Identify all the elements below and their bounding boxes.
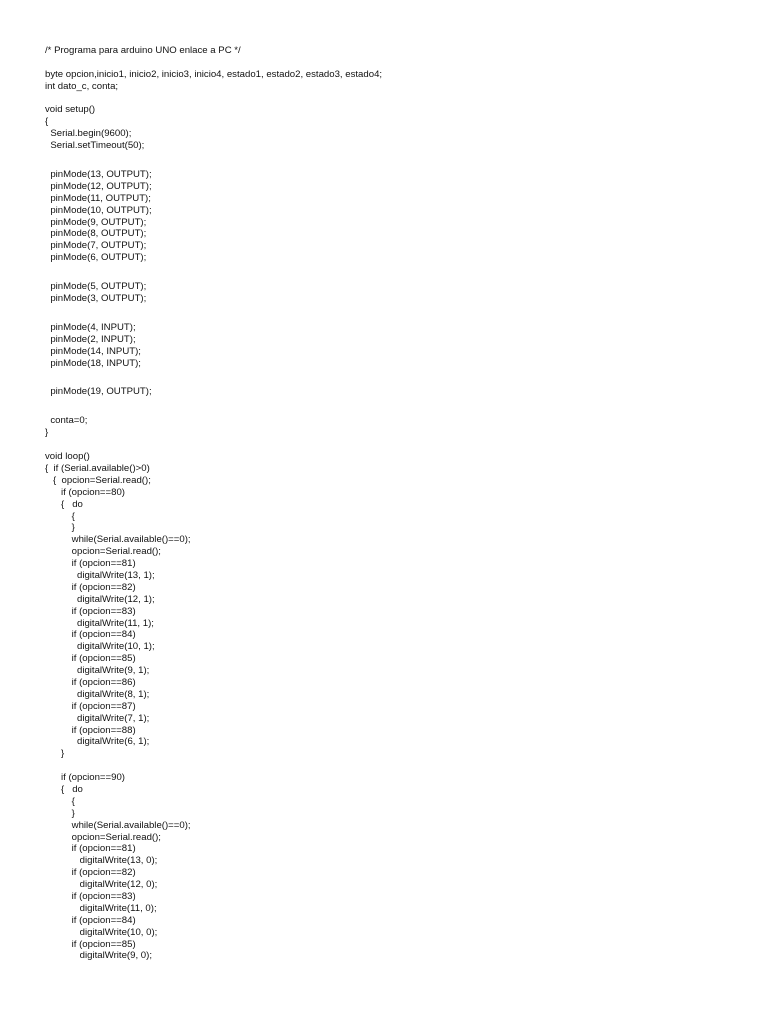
code-line: if (opcion==84) bbox=[45, 914, 136, 926]
code-line: if (opcion==86) bbox=[45, 676, 136, 688]
code-line: digitalWrite(11, 0); bbox=[45, 902, 157, 914]
code-line: if (opcion==80) bbox=[45, 486, 125, 498]
code-line: { opcion=Serial.read(); bbox=[45, 474, 151, 486]
code-line: if (opcion==82) bbox=[45, 867, 136, 879]
code-line: Serial.begin(9600); bbox=[45, 128, 132, 140]
code-line: if (opcion==83) bbox=[45, 605, 136, 617]
code-line: { do bbox=[45, 783, 83, 795]
code-line: pinMode(14, INPUT); bbox=[45, 345, 141, 357]
code-line: Serial.setTimeout(50); bbox=[45, 140, 145, 152]
code-line: byte opcion,inicio1, inicio2, inicio3, inicio4, estado1, estado2, estado3, estado4; bbox=[45, 68, 383, 80]
code-line: if (opcion==82) bbox=[45, 581, 136, 593]
code-line: pinMode(7, OUTPUT); bbox=[45, 240, 147, 252]
code-line: pinMode(13, OUTPUT); bbox=[45, 169, 152, 181]
code-line: pinMode(5, OUTPUT); bbox=[45, 281, 147, 293]
code-line: if (opcion==83) bbox=[45, 891, 136, 902]
code-line: digitalWrite(13, 0); bbox=[45, 855, 158, 867]
code-line: if (opcion==81) bbox=[45, 558, 136, 570]
code-line: pinMode(3, OUTPUT); bbox=[45, 293, 147, 305]
code-line: digitalWrite(7, 1); bbox=[45, 712, 150, 724]
code-line: /* Programa para arduino UNO enlace a PC */ bbox=[45, 45, 241, 56]
code-line: digitalWrite(9, 0); bbox=[45, 950, 152, 962]
code-line: pinMode(10, OUTPUT); bbox=[45, 204, 152, 216]
block-spacer bbox=[45, 369, 745, 386]
code-line: pinMode(18, INPUT); bbox=[45, 357, 141, 369]
code-line: pinMode(11, OUTPUT); bbox=[45, 192, 151, 204]
code-line: { if (Serial.available()>0) bbox=[45, 462, 150, 474]
code-line: pinMode(19, OUTPUT); bbox=[45, 386, 152, 398]
code-line: digitalWrite(9, 1); bbox=[45, 665, 150, 677]
block-spacer bbox=[45, 760, 745, 772]
code-line: pinMode(6, OUTPUT); bbox=[45, 252, 147, 264]
code-line: if (opcion==84) bbox=[45, 629, 136, 641]
code-line: digitalWrite(13, 1); bbox=[45, 569, 155, 581]
block-spacer bbox=[45, 152, 745, 169]
block-spacer bbox=[45, 264, 745, 281]
code-line: if (opcion==85) bbox=[45, 938, 136, 950]
code-line: pinMode(2, INPUT); bbox=[45, 333, 136, 345]
code-line: } bbox=[45, 807, 75, 819]
code-line: digitalWrite(8, 1); bbox=[45, 688, 150, 700]
code-line: } bbox=[45, 522, 75, 534]
code-line: if (opcion==87) bbox=[45, 700, 136, 712]
code-line: digitalWrite(10, 1); bbox=[45, 641, 155, 653]
code-line: conta=0; bbox=[45, 415, 88, 427]
code-line: if (opcion==85) bbox=[45, 653, 136, 665]
code-line: while(Serial.available()==0); bbox=[45, 534, 191, 546]
code-line: digitalWrite(6, 1); bbox=[45, 736, 150, 748]
code-line: pinMode(8, OUTPUT); bbox=[45, 228, 147, 240]
code-line: } bbox=[45, 427, 49, 439]
code-line: { bbox=[45, 116, 49, 128]
block-spacer bbox=[45, 93, 745, 105]
code-line: { bbox=[45, 510, 75, 522]
block-spacer bbox=[45, 305, 745, 322]
block-spacer bbox=[45, 57, 745, 69]
code-line: digitalWrite(11, 1); bbox=[45, 617, 154, 629]
code-line: } bbox=[45, 748, 65, 760]
code-line: digitalWrite(12, 0); bbox=[45, 879, 158, 891]
code-line: int dato_c, conta; bbox=[45, 80, 119, 92]
code-line: digitalWrite(12, 1); bbox=[45, 593, 155, 605]
code-line: void setup() bbox=[45, 104, 96, 116]
code-line: { bbox=[45, 795, 75, 807]
code-line: opcion=Serial.read(); bbox=[45, 831, 161, 843]
code-line: pinMode(9, OUTPUT); bbox=[45, 216, 147, 228]
code-line: void loop() bbox=[45, 451, 90, 463]
code-listing bbox=[45, 45, 745, 962]
code-line: while(Serial.available()==0); bbox=[45, 819, 191, 831]
code-line: if (opcion==88) bbox=[45, 724, 136, 736]
code-line: opcion=Serial.read(); bbox=[45, 546, 161, 558]
code-line: pinMode(4, INPUT); bbox=[45, 321, 136, 333]
block-spacer bbox=[45, 439, 745, 451]
code-line: if (opcion==90) bbox=[45, 772, 125, 784]
code-line: digitalWrite(10, 0); bbox=[45, 926, 158, 938]
code-line: if (opcion==81) bbox=[45, 843, 136, 855]
code-line: { do bbox=[45, 498, 83, 510]
block-spacer bbox=[45, 398, 745, 415]
code-line: pinMode(12, OUTPUT); bbox=[45, 180, 152, 192]
